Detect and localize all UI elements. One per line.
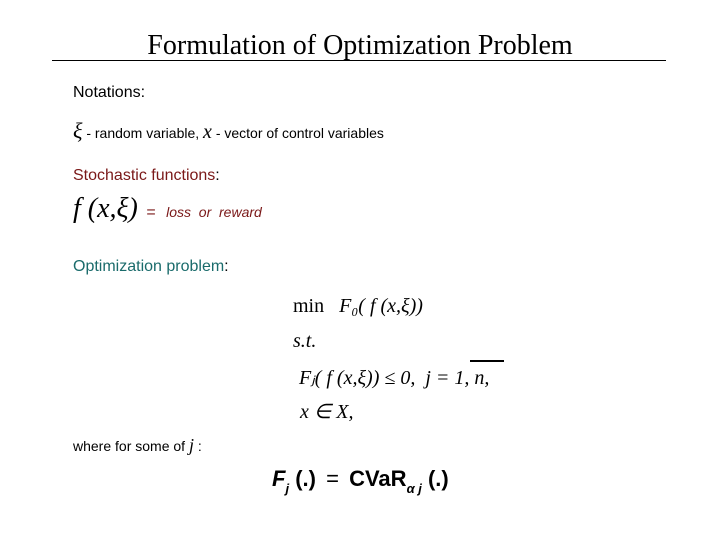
constraint-line [293, 365, 489, 390]
stochastic-formula [73, 193, 262, 225]
cvar-rhs-argument: (.) [427, 466, 449, 491]
optimization-heading-text: Optimization problem [73, 258, 225, 275]
stochastic-colon: : [215, 167, 220, 184]
constraint-n [474, 367, 489, 389]
notations-heading-text: Notations [73, 84, 141, 101]
stochastic-heading [73, 167, 220, 185]
subject-to-line: s.t. [293, 330, 317, 352]
optimization-heading [73, 258, 229, 276]
index-range-overline [470, 360, 504, 362]
where-line [73, 435, 202, 456]
xi-description: - random variable, [86, 125, 200, 141]
cvar-definition [272, 466, 449, 496]
where-j-symbol: j [188, 435, 194, 455]
x-symbol: x [203, 121, 212, 143]
cvar-equals: = [326, 466, 339, 491]
cvar-operator: CVaR [349, 466, 407, 491]
objective-expression: F₀( f (x,ξ)) [339, 295, 423, 317]
min-operator: min [293, 295, 325, 317]
title-underline [52, 60, 666, 61]
where-colon: : [197, 438, 202, 454]
notations-colon: : [140, 84, 146, 101]
formula-equals: = [146, 204, 156, 221]
optimization-colon: : [224, 258, 229, 275]
cvar-lhs-argument: (.) [295, 466, 316, 491]
cvar-lhs-function: F [272, 466, 286, 491]
feasible-set-line: x ∈ X, [300, 401, 354, 423]
xi-symbol: ξ [73, 118, 83, 143]
x-description: - vector of control variables [215, 125, 384, 141]
where-text: where for some of [73, 438, 186, 454]
cvar-rhs-subscript: α j [406, 481, 422, 496]
constraint-expression: Fⱼ( f (x,ξ)) ≤ 0, j = 1, [299, 367, 470, 389]
cvar-lhs-subscript: j [285, 481, 290, 496]
slide-title: Formulation of Optimization Problem [147, 30, 573, 61]
loss-or-reward-text: loss or reward [166, 204, 262, 220]
objective-line [293, 295, 423, 318]
function-expression: f (x,ξ) [73, 193, 138, 224]
constraint-n-text: n, [474, 367, 490, 389]
notation-definitions [73, 118, 384, 144]
notations-heading [73, 84, 145, 102]
stochastic-heading-text: Stochastic functions [73, 167, 216, 184]
